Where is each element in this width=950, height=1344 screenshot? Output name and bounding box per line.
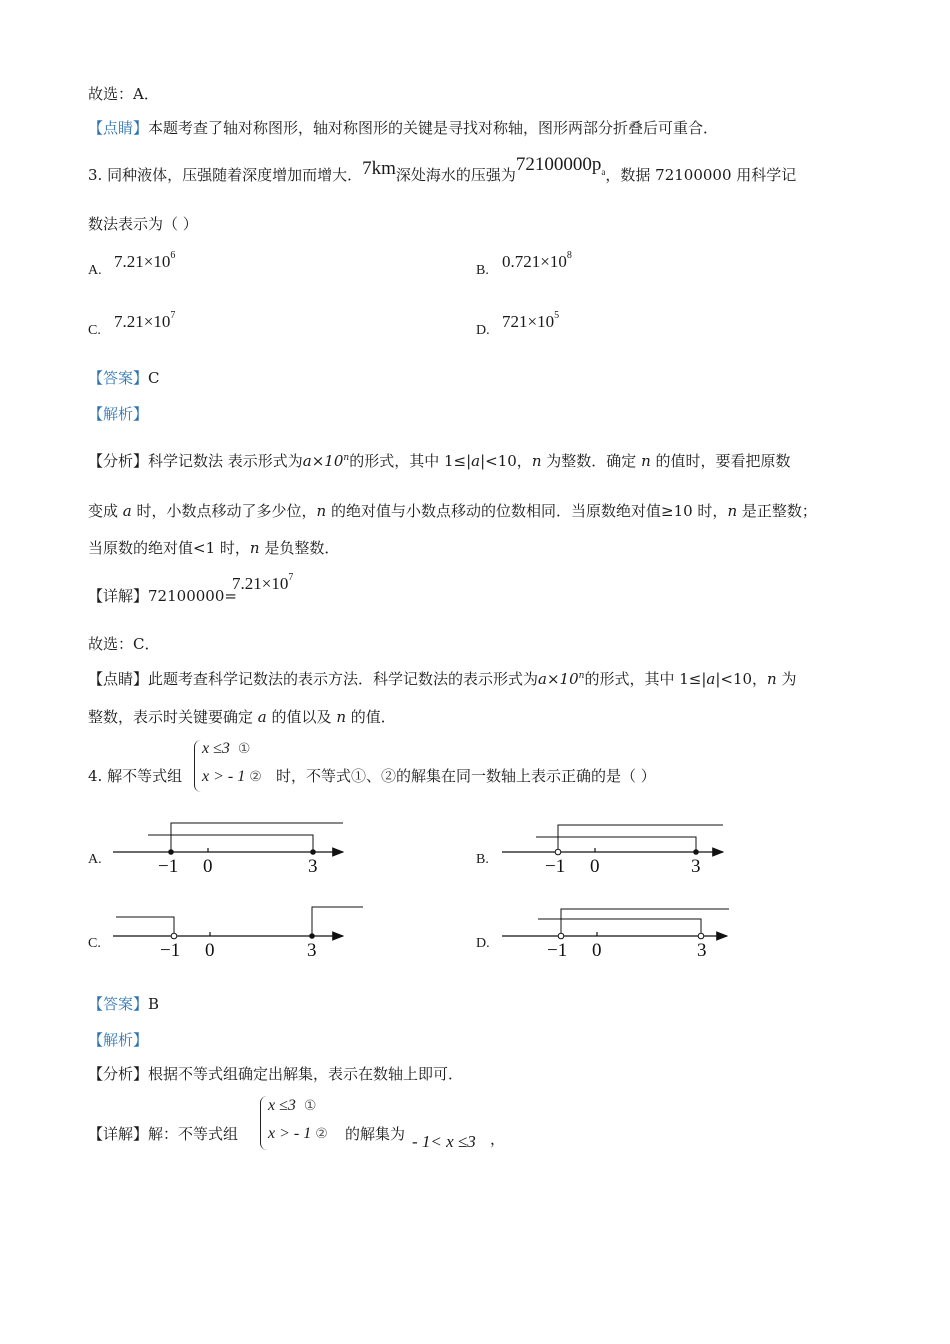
q3-suffix: ，数据 72100000 用科学记 [605,166,797,184]
tick-d-3: 3 [697,940,707,961]
q4-option-a-label: A. [88,852,102,867]
q4-analysis-tag: 【解析】 [88,1031,149,1049]
choose-line-1: 故选：A． [88,85,159,103]
number-line-b [502,825,723,855]
q4-solution: - 1< x ≤3 [412,1132,476,1151]
q4-detail-ineq-2: x > - 1 ② [268,1125,328,1142]
q3-stem [88,154,797,187]
q3-fenxi-line2: 变成 a 时，小数点移动了多少位，n 的绝对值与小数点移动的位数相同．当原数绝对值≥10 时，n 是正整数； [88,502,817,520]
dianjing-text: 本题考查了轴对称图形，轴对称图形的关键是寻找对称轴，图形两部分折叠后可重合． [148,119,719,137]
q4-suffix: 时，不等式①、②的解集在同一数轴上表示正确的是（ ） [276,767,656,785]
q4-number-line-options [0,810,950,970]
tick-a-0: 0 [203,856,213,877]
q3-dianjing-line1: 【点睛】此题考查科学记数法的表示方法．科学记数法的表示形式为$a\times 10^n$的形式，其中 1≤|a|<10，n 为 [88,670,797,688]
q4-detail-ineq-1: x ≤3 ① [268,1097,317,1114]
q4-tail: ， [490,1130,506,1148]
q4-fenxi: 【分析】根据不等式组确定出解集，表示在数轴上即可． [88,1065,464,1083]
q3-option-d-value: $721\times 10^5$ [502,310,560,331]
q4-detail-prefix: 【详解】解：不等式组 [88,1125,239,1143]
number-line-a [113,823,343,855]
q3-option-c-value: $7.21\times 10^7$ [114,310,176,331]
tick-c-0: 0 [205,940,215,961]
q3-dianjing-line2: 整数，表示时关键要确定 a 的值以及 n 的值． [88,708,396,726]
point-d-3 [698,933,704,939]
q3-option-b-label: B. [476,263,489,278]
tick-b-3: 3 [691,856,701,877]
q3-detail: 【详解】72100000= [88,587,237,605]
tick-d-0: 0 [592,940,602,961]
q3-answer [88,367,160,388]
q3-fenxi-line3: 当原数的绝对值<1 时，n 是负整数． [88,539,340,557]
tick-a-3: 3 [308,856,318,877]
q4-ineq-1: x ≤3 ① [202,740,251,757]
q4-ineq-2: x > - 1 ② [202,768,262,785]
q4-option-b-label: B. [476,852,489,867]
number-line-d [502,909,729,939]
q3-option-a-value: $7.21\times 10^6$ [114,250,176,271]
q4-detail-mid: 的解集为 [345,1125,406,1143]
q3-pressure [516,154,606,175]
q3-option-a-label: A. [88,263,102,278]
q3-pressure-unit: p [591,154,602,175]
q4-option-d-label: D. [476,936,490,951]
q4-option-c-label: C. [88,936,101,951]
q3-mid: 深处海水的压强为 [395,166,516,184]
answer-value: C [148,369,160,387]
q3-pressure-value: 72100000 [515,154,592,175]
q3-depth: 7km [362,158,396,179]
q4-answer: 【答案】B [88,995,160,1013]
q3-stem-line2: 数法表示为（ ） [88,215,198,233]
q3-option-d-label: D. [476,323,490,338]
tick-d-minus1: −1 [547,940,568,961]
point-d-minus1 [558,933,564,939]
point-b-minus1 [555,849,561,855]
q3-detail-value: $7.21\times 10^7$ [232,572,294,593]
tick-c-minus1: −1 [160,940,181,961]
q3-fenxi-line1: 【分析】科学记数法 表示形式为$a\times 10^n$的形式，其中 1≤|a|<10，n 为整数．确定 n 的值时，要看把原数 [88,452,791,470]
answer-tag: 【答案】 [88,369,149,387]
q3-prefix: 3. 同种液体，压强随着深度增加而增大． [88,166,363,184]
tick-c-3: 3 [307,940,317,961]
point-c-minus1 [171,933,177,939]
dianjing-tag: 【点睛】 [88,119,149,137]
q3-option-b-value: $0.721\times 10^8$ [502,250,572,271]
tick-b-0: 0 [590,856,600,877]
q4-detail-brace [260,1096,267,1150]
q3-pressure-sub: a [601,166,606,177]
number-line-c [113,907,363,939]
dianjing-line-1 [88,117,718,138]
tick-a-minus1: −1 [158,856,179,877]
q3-option-c-label: C. [88,323,101,338]
q3-analysis-tag: 【解析】 [88,405,149,423]
q4-prefix: 4. 解不等式组 [88,767,183,785]
q4-system-brace [194,740,201,792]
q3-choose: 故选：C． [88,635,160,653]
tick-b-minus1: −1 [545,856,566,877]
